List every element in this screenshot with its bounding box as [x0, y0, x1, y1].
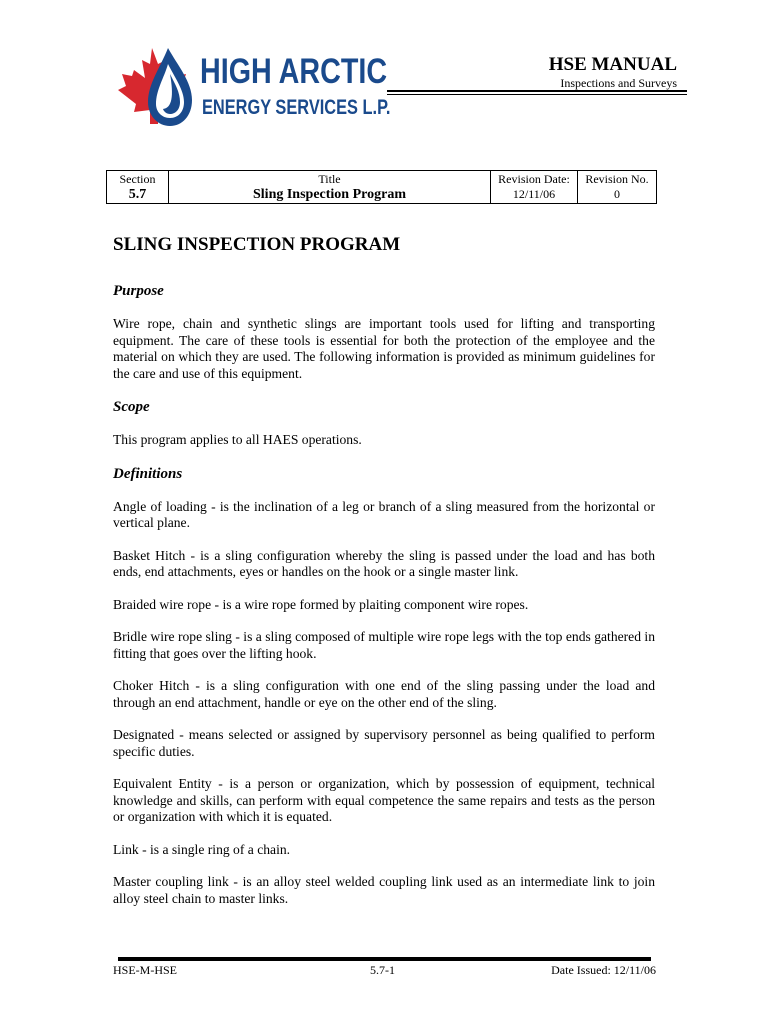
definition-item: Choker Hitch - is a sling configuration with one end of the sling passing under the load and through an end attachment, handle or eye on the other end of the sling.	[113, 678, 655, 710]
definition-item: Designated - means selected or assigned by supervisory personnel as being qualified to perform specific duties.	[113, 727, 655, 759]
header-rule	[387, 90, 687, 92]
footer-doc-code: HSE-M-HSE	[113, 963, 178, 977]
purpose-paragraph: Wire rope, chain and synthetic slings are important tools used for lifting and transporting equipment. The care of these tools is essential for both the protection of the employee and the material on which they are used. The following information is provided as minimum guidelines for the care and use of this equipment.	[113, 316, 655, 381]
revision-date-label: Revision Date:	[498, 172, 570, 186]
definition-item: Angle of loading - is the inclination of a leg or branch of a sling measured from the horizontal or vertical plane.	[113, 498, 655, 530]
scope-paragraph: This program applies to all HAES operations.	[113, 432, 362, 447]
revision-date-value: 12/11/06	[512, 187, 556, 201]
definition-item: Basket Hitch - is a sling configuration whereby the sling is passed under the load and has both ends, end attachments, eyes or handles on the hook or a single master link.	[113, 547, 655, 579]
footer-page-number: 5.7-1	[370, 963, 395, 977]
scope-heading: Scope	[113, 399, 150, 415]
definition-item: Bridle wire rope sling - is a sling composed of multiple wire rope legs with the top ends gathered in fitting that goes over the lifting hook.	[113, 629, 655, 661]
document-info-table	[106, 170, 657, 204]
definition-item: Braided wire rope - is a wire rope formed by plaiting component wire ropes.	[113, 596, 529, 612]
company-logo	[112, 44, 391, 128]
section-value: 5.7	[128, 187, 147, 202]
title-cell	[169, 171, 491, 204]
revision-date-cell	[491, 171, 578, 204]
definitions-heading: Definitions	[113, 465, 183, 482]
header-rule-thin	[387, 94, 687, 95]
footer-rule	[118, 957, 651, 961]
logo-text-line1: HIGH ARCTIC	[200, 52, 388, 91]
title-value: Sling Inspection Program	[253, 187, 406, 202]
document-body	[113, 232, 655, 923]
section-label: Section	[119, 172, 156, 186]
manual-title: HSE MANUAL	[548, 54, 677, 75]
manual-subtitle: Inspections and Surveys	[560, 76, 677, 90]
page-title: SLING INSPECTION PROGRAM	[113, 234, 401, 255]
revision-no-label: Revision No.	[585, 172, 649, 186]
purpose-heading: Purpose	[113, 283, 164, 299]
logo-text-line2: ENERGY SERVICES L.P.	[202, 96, 391, 119]
title-label: Title	[318, 172, 341, 186]
definition-item: Link - is a single ring of a chain.	[113, 841, 291, 857]
definition-item: Master coupling link - is an alloy steel welded coupling link used as an intermediate link to join alloy steel chain to master links.	[113, 874, 655, 906]
revision-no-cell	[578, 171, 657, 204]
footer-date-issued: Date Issued: 12/11/06	[551, 963, 656, 977]
maple-leaf-drop-icon	[112, 44, 196, 128]
section-cell	[107, 171, 169, 204]
definition-item: Equivalent Entity - is a person or organization, which by possession of equipment, technical knowledge and skills, can perform with equal competence the same repairs and tests as the person or organization with which it is equated.	[113, 776, 655, 824]
revision-no-value: 0	[614, 187, 620, 201]
